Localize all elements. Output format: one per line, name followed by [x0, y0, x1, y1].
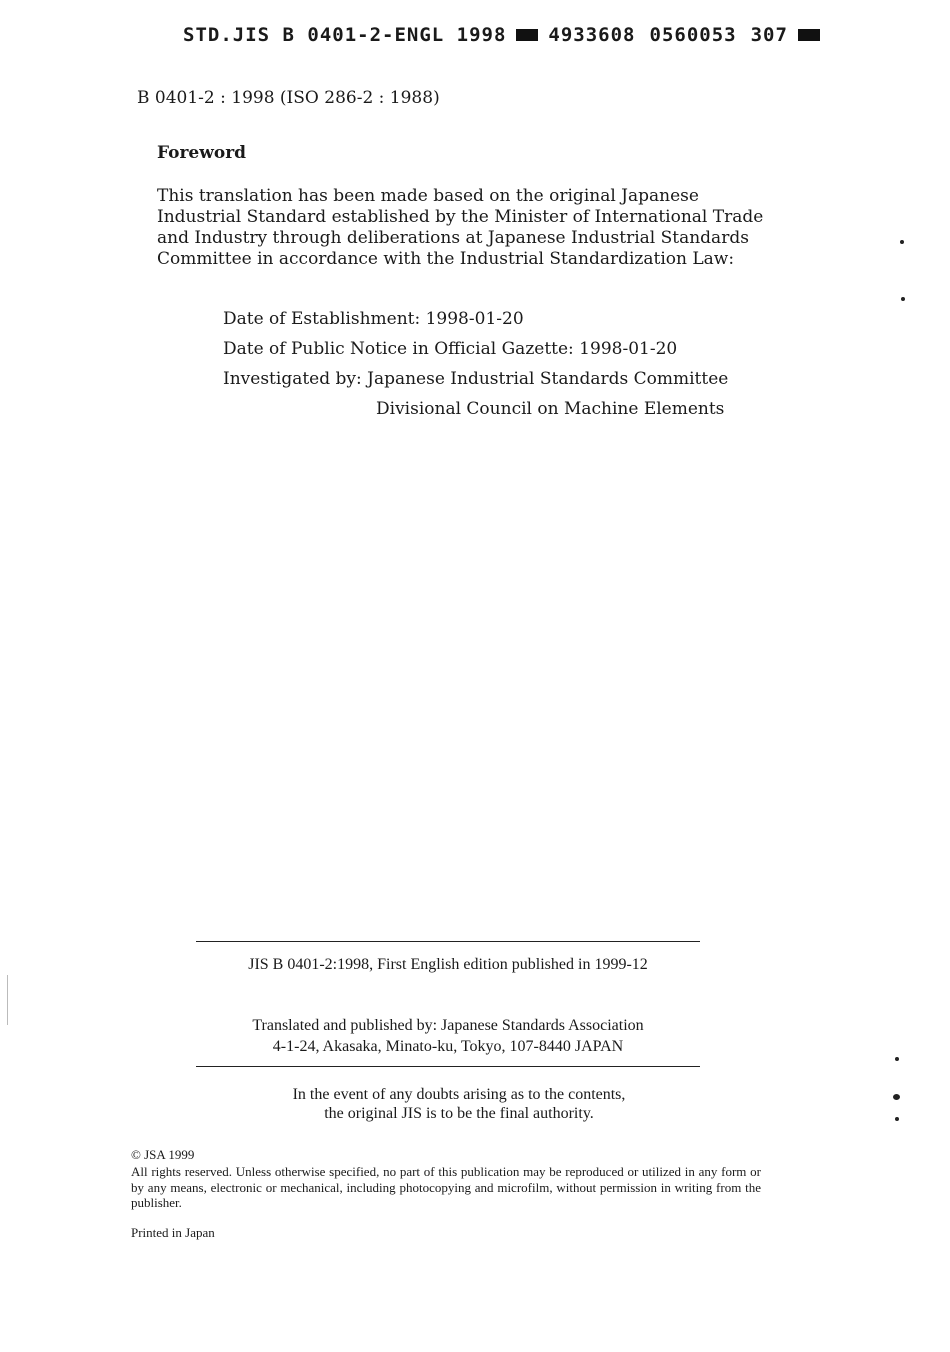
printed-in: Printed in Japan [131, 1225, 215, 1240]
edition-line: JIS B 0401-2:1998, First English edition published in 1999-12 [248, 956, 648, 973]
publisher-line-1: Translated and published by: Japanese Standards Association [252, 1017, 644, 1034]
foreword-title: Foreword [157, 143, 247, 163]
scan-code-3: 307 [750, 24, 788, 46]
scan-edge-mark [7, 975, 8, 1025]
scan-speck [900, 240, 904, 244]
authority-line-1: In the event of any doubts arising as to the contents, [292, 1086, 626, 1103]
publisher-block [196, 1015, 700, 1057]
black-mark-icon [798, 29, 820, 41]
divisional-council: Divisional Council on Machine Elements [376, 399, 725, 419]
scan-code-2: 0560053 [649, 24, 737, 46]
rights-statement: All rights reserved. Unless otherwise specified, no part of this publication may be reproduced or utilized in any form or by any means, electronic or mechanical, including photocopying and microfilm, without permission in writing from the publisher. [131, 1164, 761, 1210]
scan-header [183, 22, 830, 48]
copyright-notice: © JSA 1999 [131, 1147, 195, 1162]
investigated-by: Investigated by: Japanese Industrial Standards Committee [223, 369, 729, 389]
date-of-public-notice: Date of Public Notice in Official Gazette: 1998-01-20 [223, 339, 678, 359]
scan-speck [895, 1057, 899, 1061]
scan-speck [901, 297, 905, 301]
publisher-address: 4-1-24, Akasaka, Minato-ku, Tokyo, 107-8440 JAPAN [272, 1038, 624, 1055]
authority-line-2: the original JIS is to be the final authority. [324, 1105, 594, 1122]
black-mark-icon [516, 29, 538, 41]
divider-top [196, 941, 700, 942]
divider-bottom [196, 1066, 700, 1067]
document-reference: B 0401-2 : 1998 (ISO 286-2 : 1988) [137, 88, 440, 108]
authority-notice [196, 1085, 722, 1123]
scan-speck [893, 1094, 900, 1100]
foreword-body: This translation has been made based on the original Japanese Industrial Standard established by the Minister of International Trade and Industry through deliberations at Japanese Industrial Standards Committee in accordance with the Industrial Standardization Law: [157, 186, 764, 269]
date-of-establishment: Date of Establishment: 1998-01-20 [223, 309, 524, 329]
scan-header-id: STD.JIS B 0401-2-ENGL 1998 [183, 24, 507, 46]
scan-code-1: 4933608 [548, 24, 636, 46]
scan-speck [895, 1117, 899, 1121]
